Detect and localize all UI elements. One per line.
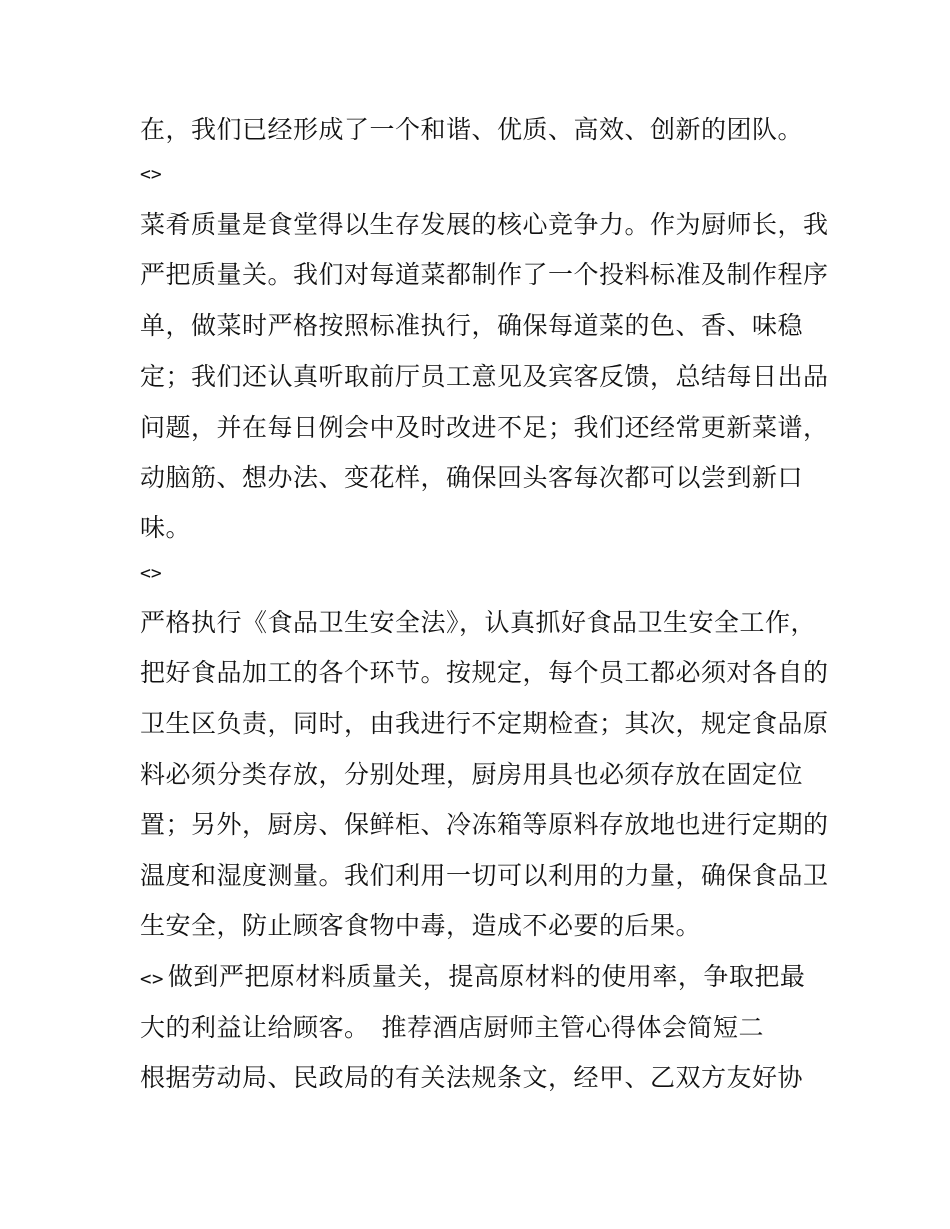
text-line	[140, 962, 805, 994]
paragraph-marker: <>	[140, 968, 164, 990]
text-line: 问题，并在每日例会中及时改进不足；我们还经常更新菜谱，	[140, 413, 829, 442]
text-line: 单，做菜时严格按照标准执行，确保每道菜的色、香、味稳	[140, 311, 804, 340]
text-line: 把好食品加工的各个环节。按规定，每个员工都必须对各自的	[140, 658, 829, 687]
text-line: 严格执行《食品卫生安全法》，认真抓好食品卫生安全工作，	[140, 608, 817, 637]
paragraph-marker: <>	[140, 164, 162, 185]
text-line: 料必须分类存放，分别处理，厨房用具也必须存放在固定位	[140, 760, 804, 789]
text-line: 严把质量关。我们对每道菜都制作了一个投料标准及制作程序	[140, 260, 829, 289]
paragraph-marker: <>	[140, 563, 162, 584]
text-line: 味。	[140, 513, 192, 542]
text-line: 动脑筋、想办法、变花样，确保回头客每次都可以尝到新口	[140, 463, 804, 492]
text-line	[140, 1013, 764, 1043]
text-line: 根据劳动局、民政局的有关法规条文，经甲、乙双方友好协	[140, 1063, 804, 1092]
section-heading: 推荐酒店厨师主管心得体会简短二	[381, 1013, 765, 1042]
text-line: 温度和湿度测量。我们利用一切可以利用的力量，确保食品卫	[140, 861, 829, 890]
text-line: 菜肴质量是食堂得以生存发展的核心竞争力。作为厨师长，我	[140, 210, 829, 239]
text-line: 在，我们已经形成了一个和谐、优质、高效、创新的团队。	[140, 115, 804, 144]
text-fragment: 做到严把原材料质量关，提高原材料的使用率，争取把最	[167, 962, 806, 991]
text-fragment: 大的利益让给顾客。	[140, 1013, 370, 1042]
text-line: 生安全，防止顾客食物中毒，造成不必要的后果。	[140, 911, 702, 940]
text-line: 卫生区负责，同时，由我进行不定期检查；其次，规定食品原	[140, 709, 829, 738]
text-line: 置；另外，厨房、保鲜柜、冷冻箱等原料存放地也进行定期的	[140, 810, 829, 839]
text-line: 定；我们还认真听取前厅员工意见及宾客反馈，总结每日出品	[140, 362, 829, 391]
